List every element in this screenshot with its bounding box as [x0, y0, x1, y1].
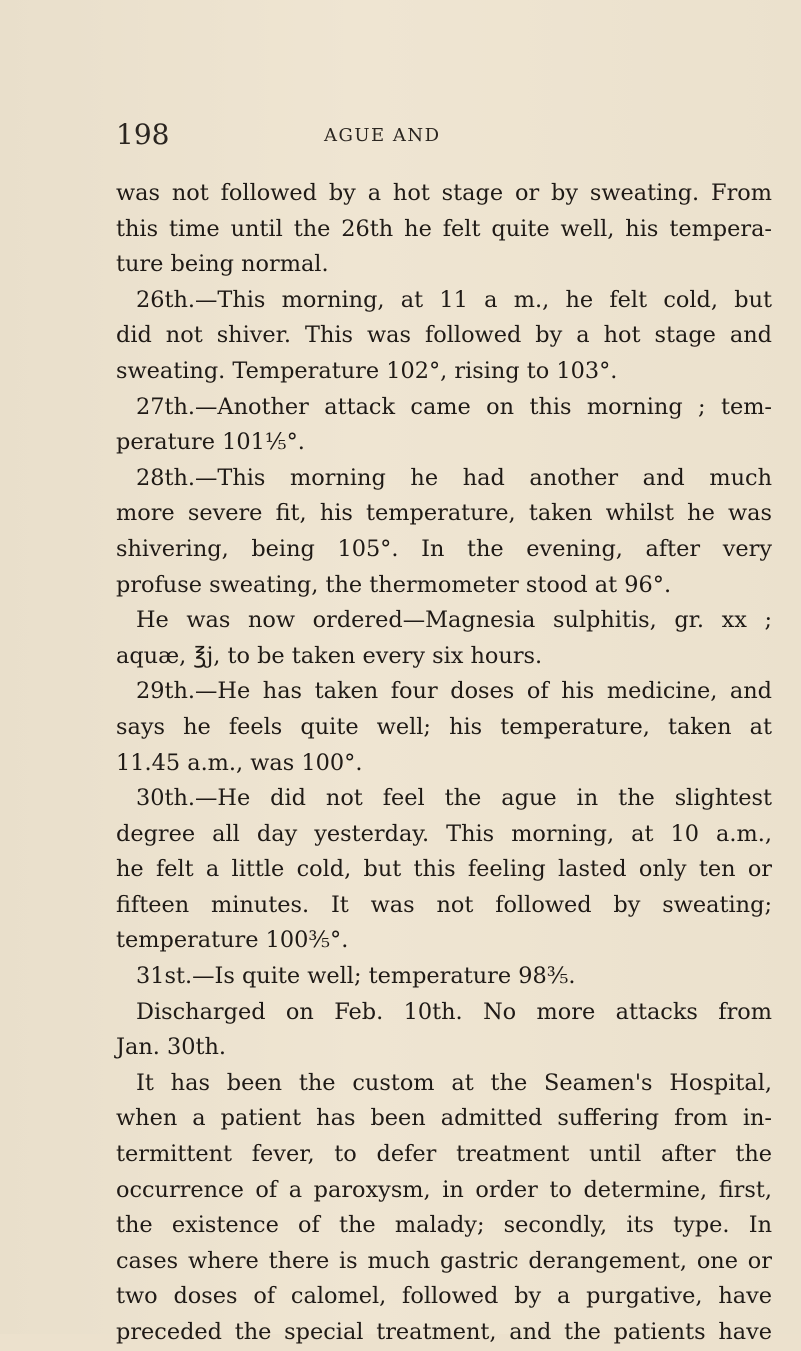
text-line: 28th.—This morning he had another and much: [136, 464, 772, 491]
text-line: degree all day yesterday. This morning, at 10 a.m.,: [116, 820, 772, 847]
text-line: Discharged on Feb. 10th. No more attacks from: [136, 998, 772, 1025]
text-line: Jan. 30th.: [116, 1034, 227, 1061]
text-line: two doses of calomel, followed by a purgative, have: [116, 1283, 772, 1310]
text-line: profuse sweating, the thermometer stood at 96°.: [116, 571, 672, 598]
text-line: 11.45 a.m., was 100°.: [116, 749, 363, 776]
text-line: He was now ordered—Magnesia sulphitis, gr. xx ;: [136, 607, 772, 634]
running-head: AGUE AND: [324, 125, 441, 146]
text-line: temperature 100⅗°.: [116, 927, 349, 954]
text-line: the existence of the malady; secondly, its type. In: [116, 1212, 772, 1239]
text-line: fifteen minutes. It was not followed by sweating;: [116, 891, 772, 918]
text-line: more severe fit, his temperature, taken whilst he was: [116, 500, 772, 527]
text-line: 30th.—He did not feel the ague in the slightest: [136, 785, 772, 812]
text-line: perature 101⅕°.: [116, 429, 305, 456]
page-header: [116, 118, 716, 158]
text-line: occurrence of a paroxysm, in order to determine, first,: [116, 1176, 772, 1203]
text-line: ture being normal.: [116, 251, 329, 278]
text-line: aquæ, ℥j, to be taken every six hours.: [116, 642, 543, 669]
text-line: 26th.—This morning, at 11 a m., he felt cold, but: [136, 286, 772, 313]
text-line: did not shiver. This was followed by a hot stage and: [116, 322, 772, 349]
text-line: he felt a little cold, but this feeling lasted only ten or: [116, 856, 772, 883]
text-line: 29th.—He has taken four doses of his medicine, and: [136, 678, 772, 705]
text-line: cases where there is much gastric derangement, one or: [116, 1247, 772, 1274]
text-line: says he feels quite well; his temperature, taken at: [116, 713, 772, 740]
text-line: was not followed by a hot stage or by sweating. From: [116, 180, 772, 206]
page-number: 198: [116, 118, 170, 151]
text-line: sweating. Temperature 102°, rising to 103°.: [116, 357, 618, 384]
text-line: 27th.—Another attack came on this morning ; tem-: [136, 393, 772, 420]
text-line: preceded the special treatment, and the patients have: [116, 1319, 772, 1345]
text-line: when a patient has been admitted suffering from in-: [116, 1105, 772, 1132]
text-line: 31st.—Is quite well; temperature 98⅗.: [136, 963, 576, 990]
body-text: [116, 176, 796, 1351]
text-line: shivering, being 105°. In the evening, after very: [116, 535, 772, 562]
text-line: termittent fever, to defer treatment until after the: [116, 1141, 772, 1168]
text-line: It has been the custom at the Seamen's Hospital,: [136, 1069, 772, 1096]
text-line: this time until the 26th he felt quite well, his tempera-: [116, 215, 772, 242]
